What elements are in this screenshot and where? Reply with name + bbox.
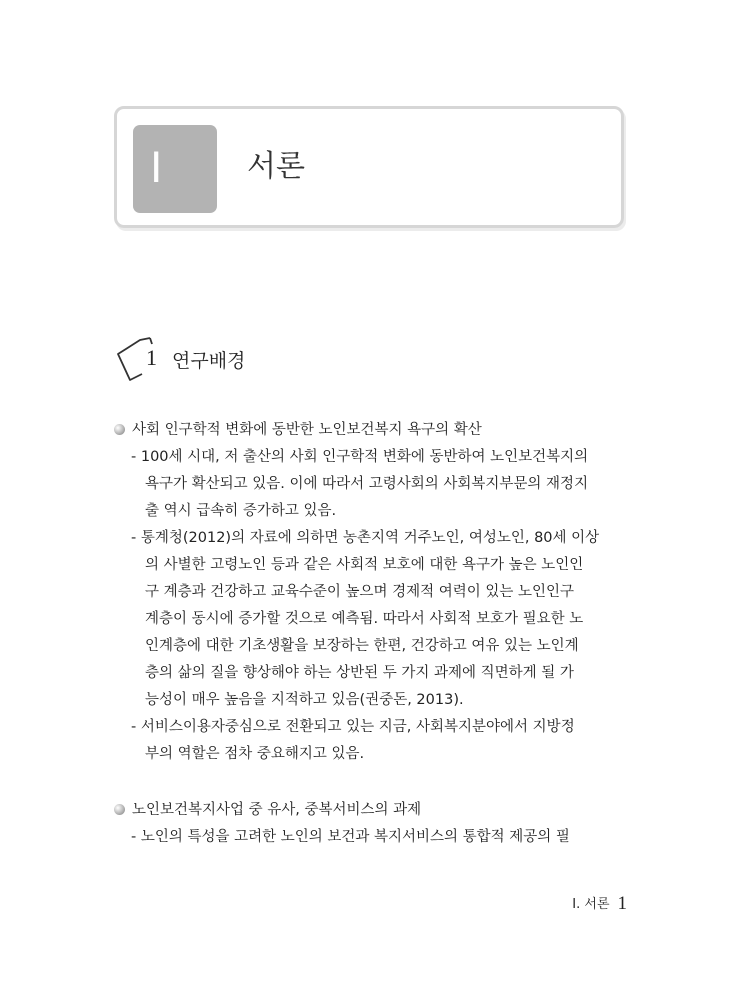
section-bracket-icon <box>112 334 172 386</box>
chapter-header <box>114 106 624 228</box>
page-footer <box>572 893 627 915</box>
chapter-number: Ⅰ <box>133 125 217 213</box>
body-line: - 100세 시대, 저 출산의 사회 인구학적 변화에 동반하여 노인보건복지의 <box>131 449 589 465</box>
body-line: 계층이 동시에 증가할 것으로 예측됨. 따라서 사회적 보호가 필요한 노 <box>145 611 584 627</box>
body-line: 욕구가 확산되고 있음. 이에 따라서 고령사회의 사회복지부문의 재정지 <box>145 476 589 492</box>
chapter-title: 서론 <box>247 149 305 184</box>
section-heading <box>112 334 412 386</box>
body-line: - 통계청(2012)의 자료에 의하면 농촌지역 거주노인, 여성노인, 80세 이상 <box>131 530 600 546</box>
bullet-icon <box>114 424 125 435</box>
bullet-heading-text: 사회 인구학적 변화에 동반한 노인보건복지 욕구의 확산 <box>132 422 482 438</box>
bullet-heading <box>114 420 482 440</box>
body-line: 부의 역할은 점차 중요해지고 있음. <box>145 746 365 762</box>
section-title: 연구배경 <box>172 350 246 372</box>
body-line: 의 사별한 고령노인 등과 같은 사회적 보호에 대한 욕구가 높은 노인인 <box>145 557 584 573</box>
body-line: - 서비스이용자중심으로 전환되고 있는 지금, 사회복지분야에서 지방정 <box>131 719 575 735</box>
body-line: 능성이 매우 높음을 지적하고 있음(권중돈, 2013). <box>145 692 464 708</box>
footer-chapter-label: Ⅰ. 서론 <box>572 897 610 912</box>
page-number: 1 <box>617 893 627 914</box>
bullet-heading <box>114 800 421 820</box>
section-number: 1 <box>146 345 157 370</box>
body-line: 층의 삶의 질을 향상해야 하는 상반된 두 가지 과제에 직면하게 될 가 <box>145 665 574 681</box>
body-line: 출 역시 급속히 증가하고 있음. <box>145 503 337 519</box>
bullet-icon <box>114 804 125 815</box>
body-line: 인계층에 대한 기초생활을 보장하는 한편, 건강하고 여유 있는 노인계 <box>145 638 579 654</box>
bullet-heading-text: 노인보건복지사업 중 유사, 중복서비스의 과제 <box>132 802 422 818</box>
body-line: - 노인의 특성을 고려한 노인의 보건과 복지서비스의 통합적 제공의 필 <box>131 829 570 845</box>
body-line: 구 계층과 건강하고 교육수준이 높으며 경제적 여력이 있는 노인인구 <box>145 584 575 600</box>
